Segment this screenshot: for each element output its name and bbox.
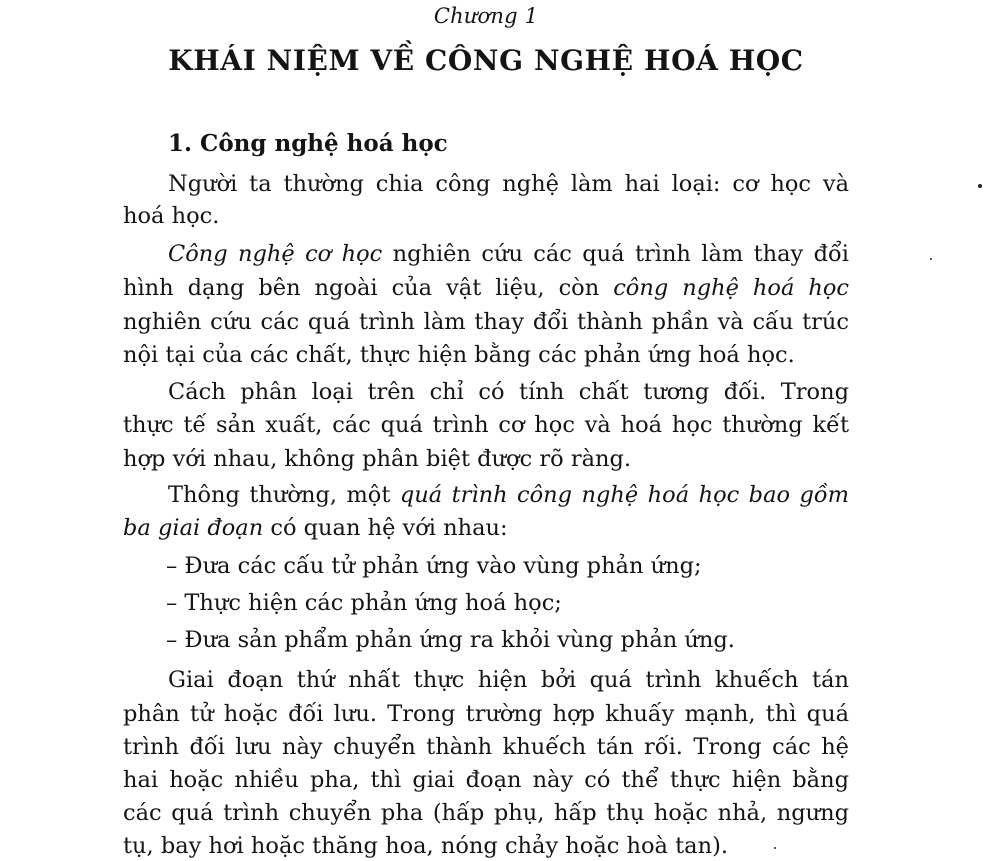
scan-speck [978,184,982,188]
paragraph-3-line-3: hợp với nhau, không phân biệt được rõ ràng. [123,446,632,472]
paragraph-3-line-2: thực tế sản xuất, các quá trình cơ học và hoá học thường kết [123,412,849,438]
chapter-title: KHÁI NIỆM VỀ CÔNG NGHỆ HOÁ HỌC [168,44,804,77]
paragraph-3-line-1: Cách phân loại trên chỉ có tính chất tương đối. Trong [168,379,849,405]
paragraph-4-line-1-text: Thông thường, một [168,482,400,508]
chapter-label: Chương 1 [433,4,539,28]
paragraph-2-line-4: nội tại của các chất, thực hiện bằng các phản ứng hoá học. [123,342,795,368]
paragraph-5-line-2: phân tử hoặc đối lưu. Trong trường hợp khuấy mạnh, thì quá [123,701,849,727]
paragraph-5-line-4: hai hoặc nhiều pha, thì giai đoạn này có thể thực hiện bằng [123,767,849,793]
list-item: – Đưa sản phẩm phản ứng ra khỏi vùng phản ứng. [166,627,735,653]
paragraph-2-line-2-text: hình dạng bên ngoài của vật liệu, còn [123,275,614,301]
section-heading: 1. Công nghệ hoá học [168,130,448,157]
paragraph-2-line-1 [168,239,849,269]
scan-speck [930,258,932,260]
paragraph-4-line-2 [123,513,849,543]
paragraph-2-line-3: nghiên cứu các quá trình làm thay đổi thành phần và cấu trúc [123,309,849,335]
paragraph-5-line-3: trình đối lưu này chuyển thành khuếch tán rối. Trong các hệ [123,734,849,760]
paragraph-4-line-1 [168,480,849,510]
italic-phrase-process: quá trình công nghệ hoá học bao gồm [399,482,849,508]
italic-term-mechanical-technology: Công nghệ cơ học [168,241,383,267]
paragraph-5-line-6: tụ, bay hơi hoặc thăng hoa, nóng chảy hoặc hoà tan). [123,833,728,859]
list-item: – Đưa các cấu tử phản ứng vào vùng phản ứng; [166,553,702,579]
paragraph-5-line-1: Giai đoạn thứ nhất thực hiện bởi quá trình khuếch tán [168,667,849,693]
scan-speck [774,847,776,849]
paragraph-1-line-1: Người ta thường chia công nghệ làm hai loại: cơ học và [168,171,849,197]
paragraph-2-line-2 [123,273,849,303]
paragraph-4-line-2-text: có quan hệ với nhau: [263,515,508,541]
paragraph-1-line-2: hoá học. [123,203,220,229]
list-item: – Thực hiện các phản ứng hoá học; [166,590,562,616]
italic-term-chemical-technology: công nghệ hoá học [613,275,849,301]
paragraph-5-line-5: các quá trình chuyển pha (hấp phụ, hấp thụ hoặc nhả, ngưng [123,800,849,826]
italic-phrase-three-stages: ba giai đoạn [123,515,264,541]
paragraph-2-line-1-text: nghiên cứu các quá trình làm thay đổi [382,241,849,267]
